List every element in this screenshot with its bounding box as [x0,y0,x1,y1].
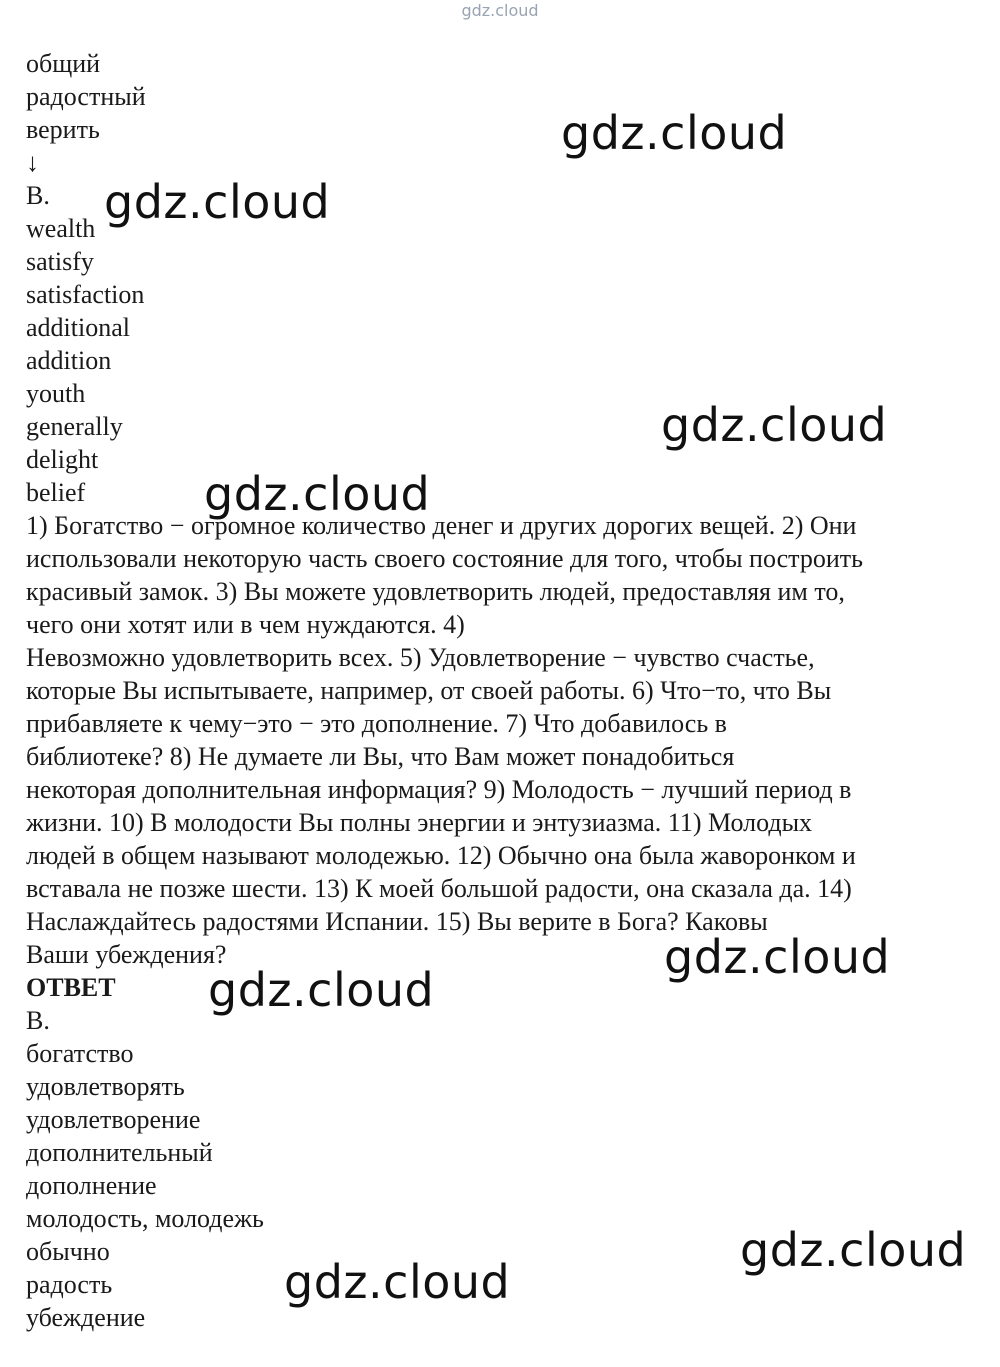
word-list-item: youth [26,379,86,408]
word-list-item: additional [26,313,130,342]
watermark: gdz.cloud [104,175,331,229]
section-b-label: B. [26,181,50,210]
paragraph-line: чего они хотят или в чем нуждаются. 4) [26,610,465,639]
paragraph-line: Ваши убеждения? [26,940,227,969]
word-list-item: delight [26,445,99,474]
watermark: gdz.cloud [208,963,435,1017]
answer-list-item: богатство [26,1039,134,1068]
paragraph-line: жизни. 10) В молодости Вы полны энергии и энтузиазма. 11) Молодых [26,808,813,837]
down-arrow-icon: ↓ [26,148,39,177]
watermark: gdz.cloud [740,1223,967,1277]
paragraph-line: прибавляете к чему−это − это дополнение. 7) Что добавилось в [26,709,727,738]
paragraph-line: Невозможно удовлетворить всех. 5) Удовлетворение − чувство счастье, [26,643,815,672]
paragraph-line: красивый замок. 3) Вы можете удовлетворить людей, предоставляя им то, [26,577,845,606]
watermark: gdz.cloud [284,1255,511,1309]
answer-list-item: дополнение [26,1171,157,1200]
document-content [26,47,981,1334]
paragraph-line: которые Вы испытываете, например, от своей работы. 6) Что−то, что Вы [26,676,832,705]
paragraph-line: 1) Богатство − огромное количество денег и других дорогих вещей. 2) Они [26,511,857,540]
word-list-item: addition [26,346,112,375]
site-mark: gdz.cloud [461,1,539,20]
word-list-item: верить [26,115,100,144]
word-list-item: satisfy [26,247,94,276]
paragraph-line: Наслаждайтесь радостями Испании. 15) Вы верите в Бога? Каковы [26,907,768,936]
word-list-item: wealth [26,214,96,243]
word-list-item: belief [26,478,86,507]
answer-list-item: радость [26,1270,113,1299]
answer-list-item: дополнительный [26,1138,213,1167]
answer-list-item: обычно [26,1237,110,1266]
answer-heading: ОТВЕТ [26,973,116,1002]
watermark: gdz.cloud [661,398,888,452]
watermark: gdz.cloud [664,930,891,984]
paragraph-line: библиотеке? 8) Не думаете ли Вы, что Вам может понадобиться [26,742,735,771]
word-list-item: generally [26,412,123,441]
paragraph-line: людей в общем называют молодежью. 12) Обычно она была жаворонком и [26,841,856,870]
word-list-item: радостный [26,82,146,111]
answer-list-item: молодость, молодежь [26,1204,264,1233]
answer-list-item: удовлетворение [26,1105,201,1134]
word-list-item: общий [26,49,101,78]
watermark: gdz.cloud [204,467,431,521]
answer-list-item: удовлетворять [26,1072,185,1101]
watermark: gdz.cloud [561,106,788,160]
word-list-item: satisfaction [26,280,145,309]
paragraph-line: вставала не позже шести. 13) К моей большой радости, она сказала да. 14) [26,874,852,903]
answer-b-label: B. [26,1006,50,1035]
answer-list-item: убеждение [26,1303,146,1332]
paragraph-line: использовали некоторую часть своего состояние для того, чтобы построить [26,544,863,573]
paragraph-line: некоторая дополнительная информация? 9) Молодость − лучший период в [26,775,852,804]
